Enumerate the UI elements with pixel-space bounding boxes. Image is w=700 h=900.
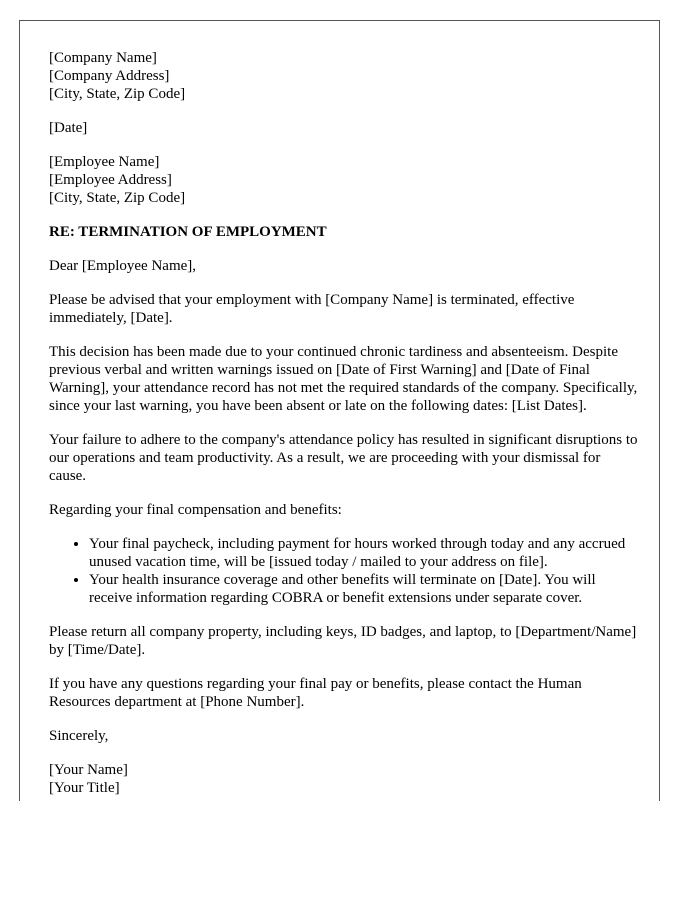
letter-page xyxy=(19,20,660,801)
sender-company-address: [Company Address] xyxy=(49,68,170,84)
list-item-final-paycheck: • Your final paycheck, including payment for hours worked through today and any accrued unused vacation time, will be [issued today / mailed to your address on file]. xyxy=(89,535,639,571)
signature-your-title: [Your Title] xyxy=(49,780,120,796)
list-item-health-insurance: • Your health insurance coverage and other benefits will terminate on [Date]. You will receive information regarding COBRA or benefit extensions under separate cover. xyxy=(89,571,639,607)
paragraph-consequence: Your failure to adhere to the company's attendance policy has resulted in significant disruptions to our operations and team productivity. As a result, we are proceeding with your dismissal for cause. xyxy=(49,432,638,484)
paragraph-compensation-intro: Regarding your final compensation and benefits: xyxy=(49,502,342,518)
paragraph-return-property: Please return all company property, including keys, ID badges, and laptop, to [Department/Name] by [Time/Date]. xyxy=(49,624,637,658)
signoff: Sincerely, xyxy=(49,728,109,744)
salutation: Dear [Employee Name], xyxy=(49,258,197,274)
letter-date xyxy=(49,119,639,137)
subject-line: RE: TERMINATION OF EMPLOYMENT xyxy=(49,224,327,240)
paragraph-effective: Please be advised that your employment with [Company Name] is terminated, effective immediately, [Date]. xyxy=(49,292,575,326)
benefits-list xyxy=(49,535,639,607)
recipient-address: [Employee Address] xyxy=(49,172,172,188)
sender-company-name: [Company Name] xyxy=(49,50,157,66)
recipient-address-block xyxy=(49,153,639,207)
signature-your-name: [Your Name] xyxy=(49,762,128,778)
signature-block xyxy=(49,761,639,797)
paragraph-reason: This decision has been made due to your continued chronic tardiness and absenteeism. Despite previous verbal and written warnings issued on [Date of First Warning] and [Date of Final Warning], your attendance record has not met the required standards of the company. Specifically, since your last warning, you have been absent or late on the following dates: [List Dates]. xyxy=(49,344,638,414)
recipient-city-state-zip: [City, State, Zip Code] xyxy=(49,190,186,206)
sender-address-block xyxy=(49,49,639,103)
sender-city-state-zip: [City, State, Zip Code] xyxy=(49,86,186,102)
paragraph-questions: If you have any questions regarding your final pay or benefits, please contact the Human Resources department at [Phone Number]. xyxy=(49,676,582,710)
letter-content xyxy=(49,49,639,801)
recipient-name: [Employee Name] xyxy=(49,154,160,170)
date-text: [Date] xyxy=(49,120,88,136)
